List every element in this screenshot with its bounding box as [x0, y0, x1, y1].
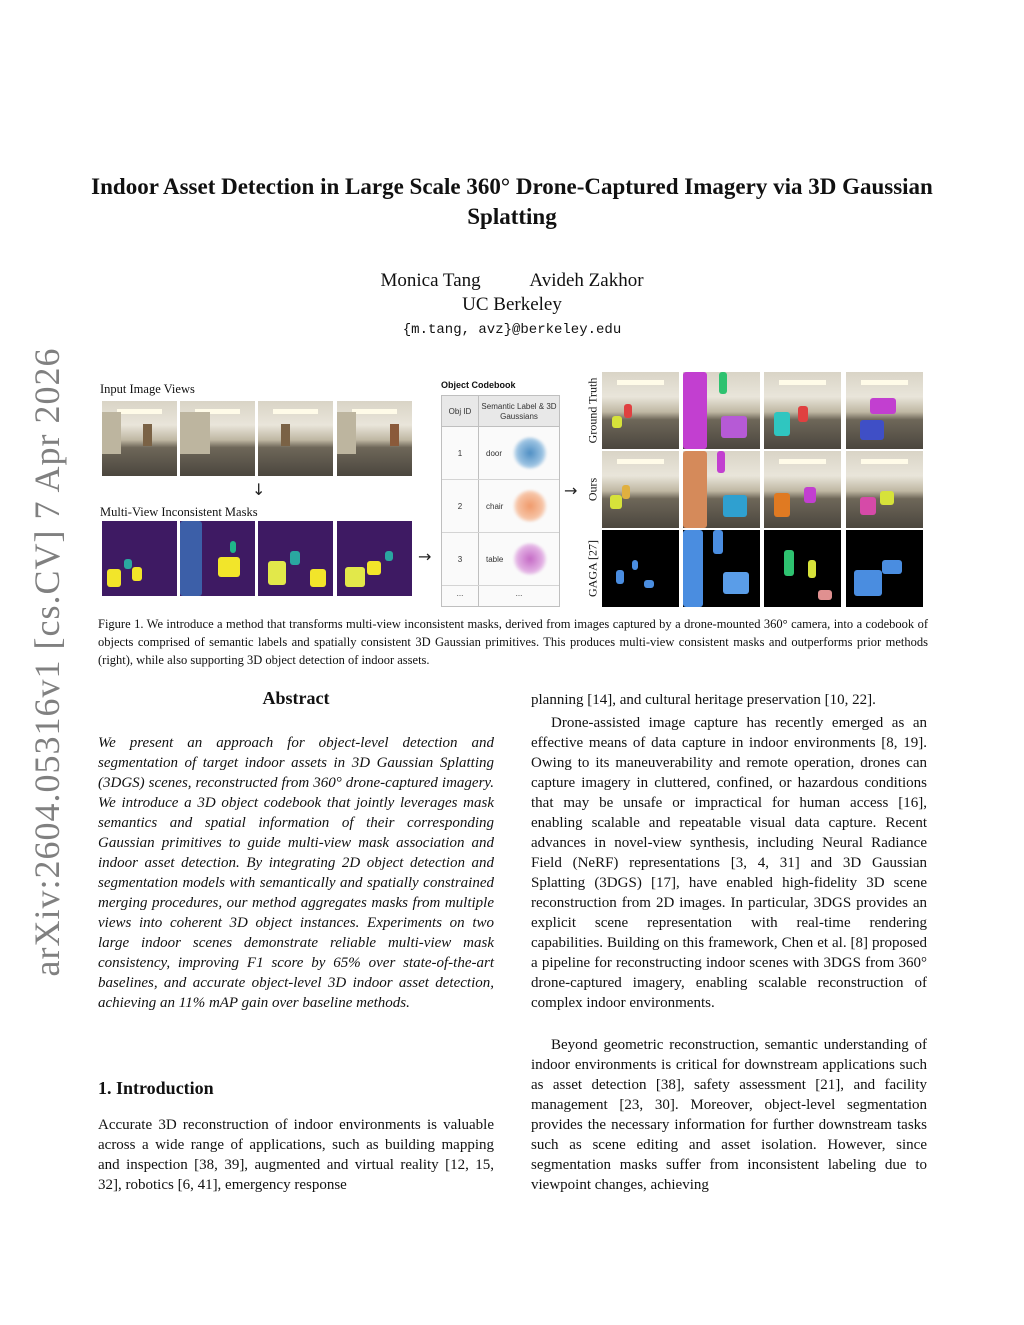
author-1: Monica Tang [380, 270, 481, 291]
down-arrow: ↓ [252, 480, 266, 499]
abstract-text: We present an approach for object-level detection and segmentation of target indoor assets in 3D Gaussian Splatting (3DGS) scenes, reconstructed from 360° drone-captured imagery. We introduce a 3D object codebook that jointly leverages mask semantics and spatial information of their corresponding Gaussian primitives to guide multi-view mask association and indoor asset detection. By integrating 2D object detection and segmentation models with semantically and spatially constrained merging procedures, our method aggregates masks from multiple views into coherent 3D object instances. Experiments on two large indoor scenes demonstrate reliable multi-view mask consistency, improving F1 score by 65% over state-of-the-art baselines, and accurate object-level 3D indoor asset detection, achieving an 11% mAP gain over baseline methods. [98, 735, 494, 1011]
codebook-row [442, 533, 559, 586]
codebook-title: Object Codebook [441, 380, 516, 390]
ours-view-1 [602, 451, 679, 528]
right-arrow-1: → [418, 547, 432, 566]
intro-paragraph-1-continued: planning [14], and cultural heritage preservation [10, 22]. [531, 692, 876, 708]
codebook-header-label: Semantic Label & 3D Gaussians [481, 402, 557, 421]
mask-view-4 [337, 521, 412, 596]
codebook-header [442, 396, 559, 427]
codebook-header-id: Obj ID [448, 407, 472, 416]
gt-view-4 [846, 372, 923, 449]
row-label-ground-truth: Ground Truth [585, 377, 600, 444]
gt-view-3 [764, 372, 841, 449]
email: {m.tang, avz}@berkeley.edu [402, 322, 622, 338]
input-view-2 [180, 401, 255, 476]
figure-caption: Figure 1. We introduce a method that transforms multi-view inconsistent masks, derived from images captured by a drone-mounted 360° camera, into a codebook of objects comprised of semantic labels and spatially consistent 3D Gaussian primitives. This produces multi-view consistent masks and outperforms prior methods (right), while also supporting 3D object detection of indoor assets. [98, 617, 928, 667]
gaga-view-3 [764, 530, 841, 607]
row-label-ours: Ours [585, 477, 600, 502]
gaussian-cloud-chair [513, 490, 547, 522]
input-view-3 [258, 401, 333, 476]
gt-view-1 [602, 372, 679, 449]
mask-view-3 [258, 521, 333, 596]
codebook-row-id: 3 [457, 555, 463, 564]
intro-heading: 1. Introduction [98, 1078, 214, 1098]
codebook-row-id: 1 [457, 449, 463, 458]
arxiv-stamp: arXiv:2604.05316v1 [cs.CV] 7 Apr 2026 [27, 347, 67, 977]
masks-label: Multi-View Inconsistent Masks [100, 505, 258, 519]
input-view-1 [102, 401, 177, 476]
input-views-label: Input Image Views [100, 382, 195, 396]
row-label-gaga [586, 524, 601, 614]
gaga-view-4 [846, 530, 923, 607]
object-codebook [441, 395, 560, 607]
codebook-row-label: door [486, 449, 503, 458]
codebook-row-label: ... [515, 589, 523, 598]
gaussian-cloud-door [513, 437, 547, 469]
intro-paragraph-1: Accurate 3D reconstruction of indoor environments is valuable across a wide range of applications, such as building mapping and inspection [38, 39], augmented and virtual reality [12, 15, 32], robotics [6, 41], emergency response [98, 1117, 494, 1193]
gaga-view-1 [602, 530, 679, 607]
codebook-row [442, 586, 559, 606]
gt-view-2 [683, 372, 760, 449]
intro-paragraph-3: Beyond geometric reconstruction, semantic understanding of indoor environments is critical for downstream applications such as asset detection [38], safety assessment [21], and facility management [23, 30]. Moreover, object-level segmentation provides the necessary information for further downstream tasks such as scene editing and asset isolation. However, since segmentation masks suffer from inconsistent labeling due to viewpoint changes, achieving [531, 1037, 927, 1193]
gaga-label-text: GAGA [27] [585, 540, 600, 597]
authors [0, 270, 1024, 292]
ours-view-3 [764, 451, 841, 528]
paper-title: Indoor Asset Detection in Large Scale 360° Drone-Captured Imagery via 3D Gaussian Splatting [91, 174, 933, 229]
codebook-row-label: chair [486, 502, 504, 511]
mask-view-2 [180, 521, 255, 596]
intro-paragraph-2: Drone-assisted image capture has recently emerged as an effective means of data capture in indoor environments [8, 19]. Owing to its maneuverability and remote operation, drones can capture imagery in cluttered, confined, or hazardous conditions that may be unsafe or impractical for human access [16], enabling scalable and repeatable visual data capture. Recent advances in novel-view synthesis, including Neural Radiance Field (NeRF) representations [3, 4, 31] and 3D Gaussian Splatting (3DGS) [17], have enabled high-fidelity 3D scene reconstruction from 2D images. In particular, 3DGS provides an explicit scene representation with real-time rendering capabilities. Building on this framework, Chen et al. [8] proposed a pipeline for reconstructing indoor scenes with 3DGS from 360° drone-captured imagery, enabling scalable reconstruction of complex indoor environments. [531, 715, 927, 1011]
codebook-row [442, 480, 559, 533]
codebook-row-id: 2 [457, 502, 463, 511]
input-view-4 [337, 401, 412, 476]
right-arrow-2: → [564, 481, 578, 500]
affiliation: UC Berkeley [462, 294, 562, 315]
codebook-row-id: ... [456, 589, 464, 598]
ours-view-2 [683, 451, 760, 528]
mask-view-1 [102, 521, 177, 596]
codebook-row-label: table [486, 555, 504, 564]
author-2: Avideh Zakhor [529, 270, 644, 291]
abstract-heading: Abstract [262, 688, 330, 708]
gaga-view-2 [683, 530, 760, 607]
ours-view-4 [846, 451, 923, 528]
gaussian-cloud-table [513, 543, 547, 575]
codebook-row [442, 427, 559, 480]
